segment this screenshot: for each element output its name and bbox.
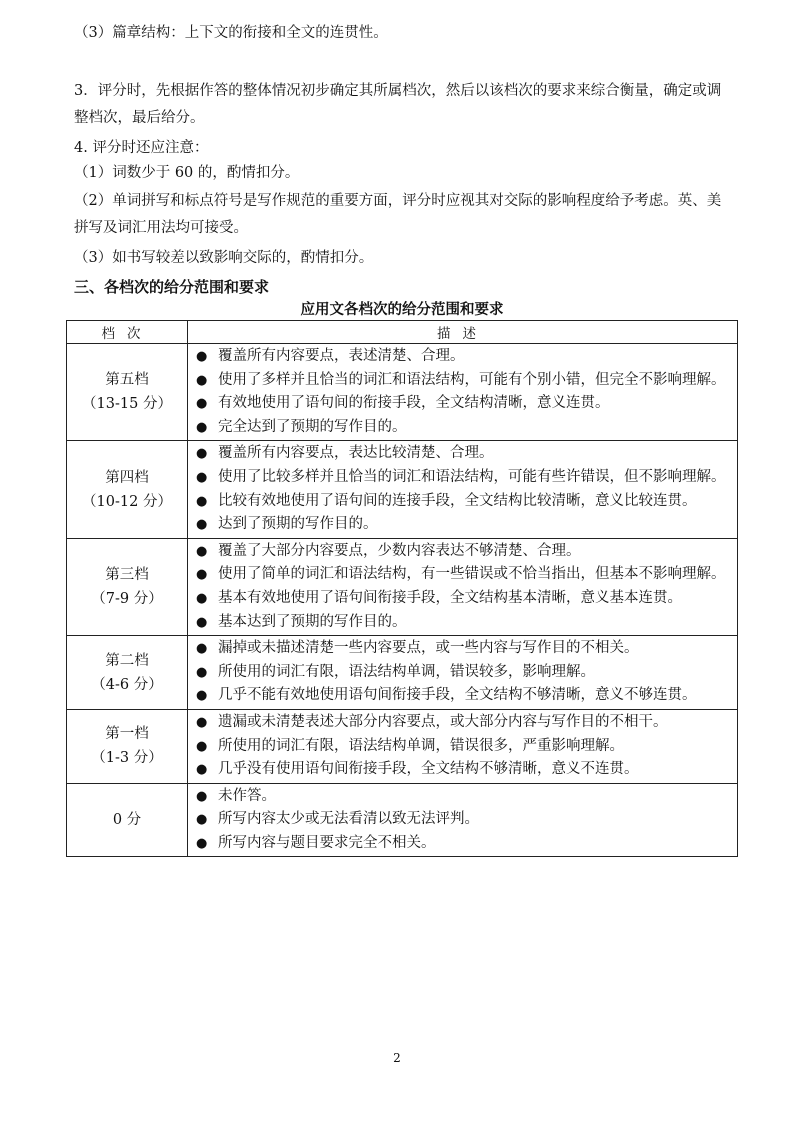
bullet-icon: ●	[196, 349, 208, 364]
level-cell	[67, 709, 188, 783]
item-text: 几乎没有使用语句间衔接手段，全文结构不够清晰，意义不连贯。	[218, 761, 639, 778]
level-name: 第四档	[105, 469, 149, 486]
item-text: 所使用的词汇有限，语法结构单调，错误很多，严重影响理解。	[218, 737, 624, 754]
item-text: 有效地使用了语句间的衔接手段，全文结构清晰，意义连贯。	[218, 395, 610, 412]
bullet-icon: ●	[196, 493, 208, 509]
list-item	[196, 684, 731, 708]
description-list	[188, 784, 737, 857]
item-text: 比较有效地使用了语句间的连接手段，全文结构比较清晰，意义比较连贯。	[218, 492, 697, 509]
description-cell	[188, 709, 738, 783]
item-text: 使用了比较多样并且恰当的词汇和语法结构，可能有些许错误，但不影响理解。	[218, 468, 726, 485]
level-cell	[67, 441, 188, 538]
list-item	[196, 711, 731, 735]
table-title: 应用文各档次的给分范围和要求	[300, 302, 504, 318]
list-item	[196, 513, 731, 537]
level-range: （13-15 分）	[82, 396, 172, 413]
table-row	[67, 538, 738, 635]
bullet-icon: ●	[196, 664, 208, 680]
description-cell	[188, 441, 738, 538]
list-item	[196, 416, 731, 440]
level-cell	[67, 783, 188, 857]
item-text: 基本有效地使用了语句间衔接手段，全文结构基本清晰，意义基本连贯。	[218, 589, 682, 606]
level-cell	[67, 344, 188, 441]
bullet-icon: ●	[196, 738, 208, 754]
item-text: 完全达到了预期的写作目的。	[218, 418, 407, 435]
item-text: 所使用的词汇有限，语法结构单调，错误较多，影响理解。	[218, 663, 595, 680]
bullet-icon: ●	[196, 469, 208, 485]
list-item	[196, 832, 731, 856]
item-text: 使用了多样并且恰当的词汇和语法结构，可能有个别小错，但完全不影响理解。	[218, 371, 726, 388]
bullet-icon: ●	[196, 396, 208, 412]
item-text: 所写内容太少或无法看清以致无法评判。	[218, 811, 479, 828]
description-cell	[188, 783, 738, 857]
list-item	[196, 661, 731, 685]
bullet-icon: ●	[196, 517, 208, 533]
list-item	[196, 369, 731, 393]
level-range: （10-12 分）	[82, 493, 172, 510]
bullet-icon: ●	[196, 590, 208, 606]
table-row	[67, 709, 738, 783]
bullet-icon: ●	[196, 812, 208, 828]
level-range: （1-3 分）	[91, 750, 163, 767]
level-name: 第二档	[105, 652, 149, 669]
list-item	[196, 785, 731, 809]
list-item	[196, 758, 731, 782]
list-item	[196, 442, 731, 466]
level-name: 第五档	[105, 372, 149, 389]
level-cell	[67, 636, 188, 710]
level-name: 0 分	[112, 812, 142, 829]
list-item	[196, 808, 731, 832]
list-item	[196, 611, 731, 635]
header-description: 描述	[188, 321, 738, 344]
intro-line-6: （3）如书写较差以致影响交际的，酌情扣分。	[74, 250, 374, 266]
intro-line-1: （3）篇章结构：上下文的衔接和全文的连贯性。	[74, 25, 388, 41]
bullet-icon: ●	[196, 543, 208, 559]
bullet-icon: ●	[196, 788, 208, 804]
table-header-row	[67, 321, 738, 344]
intro-line-3: 4. 评分时还应注意：	[74, 140, 209, 156]
list-item	[196, 540, 731, 564]
list-item	[196, 490, 731, 514]
description-cell	[188, 538, 738, 635]
page-number: 2	[393, 1051, 401, 1065]
intro-line-4: （1）词数少于 60 的，酌情扣分。	[74, 165, 300, 181]
bullet-icon: ●	[196, 835, 208, 851]
item-text: 所写内容与题目要求完全不相关。	[218, 834, 436, 851]
bullet-icon: ●	[196, 567, 208, 583]
item-text: 漏掉或未描述清楚一些内容要点，或一些内容与写作目的不相关。	[218, 640, 639, 657]
item-text: 遗漏或未清楚表述大部分内容要点，或大部分内容与写作目的不相干。	[218, 713, 668, 730]
level-cell	[67, 538, 188, 635]
description-list	[188, 344, 737, 440]
level-name: 第三档	[105, 566, 149, 583]
description-cell	[188, 636, 738, 710]
bullet-icon: ●	[196, 419, 208, 435]
list-item	[196, 735, 731, 759]
list-item	[196, 345, 731, 369]
list-item	[196, 392, 731, 416]
description-list	[188, 636, 737, 709]
item-text: 覆盖所有内容要点，表达比较清楚、合理。	[218, 445, 494, 462]
item-text: 未作答。	[218, 787, 276, 804]
table-row	[67, 783, 738, 857]
item-text: 覆盖了大部分内容要点，少数内容表达不够清楚、合理。	[218, 542, 581, 559]
list-item	[196, 637, 731, 661]
description-list	[188, 710, 737, 783]
item-text: 覆盖所有内容要点，表述清楚、合理。	[218, 348, 465, 364]
level-name: 第一档	[105, 726, 149, 743]
table-body	[67, 344, 738, 857]
level-range: （7-9 分）	[91, 590, 163, 607]
bullet-icon: ●	[196, 446, 208, 462]
item-text: 基本达到了预期的写作目的。	[218, 613, 407, 630]
intro-line-5: （2）单词拼写和标点符号是写作规范的重要方面，评分时应视其对交际的影响程度给予考虑。英、美拼写及词汇用法均可接受。	[74, 193, 722, 236]
list-item	[196, 587, 731, 611]
scoring-table	[66, 320, 738, 857]
bullet-icon: ●	[196, 641, 208, 657]
item-text: 使用了简单的词汇和语法结构，有一些错误或不恰当指出，但基本不影响理解。	[218, 566, 726, 583]
bullet-icon: ●	[196, 372, 208, 388]
table-row	[67, 344, 738, 441]
list-item	[196, 466, 731, 490]
table-row	[67, 636, 738, 710]
bullet-icon: ●	[196, 614, 208, 630]
section-heading: 三、各档次的给分范围和要求	[74, 278, 270, 296]
item-text: 达到了预期的写作目的。	[218, 516, 378, 533]
intro-line-2: 3．评分时，先根据作答的整体情况初步确定其所属档次，然后以该档次的要求来综合衡量，确定或调整档次，最后给分。	[74, 83, 722, 126]
header-level: 档次	[67, 321, 188, 344]
list-item	[196, 563, 731, 587]
level-range: （4-6 分）	[91, 676, 163, 693]
description-list	[188, 441, 737, 537]
table-row	[67, 441, 738, 538]
bullet-icon: ●	[196, 714, 208, 730]
item-text: 几乎不能有效地使用语句间衔接手段，全文结构不够清晰，意义不够连贯。	[218, 687, 697, 704]
bullet-icon: ●	[196, 688, 208, 704]
description-cell	[188, 344, 738, 441]
bullet-icon: ●	[196, 762, 208, 778]
description-list	[188, 539, 737, 635]
